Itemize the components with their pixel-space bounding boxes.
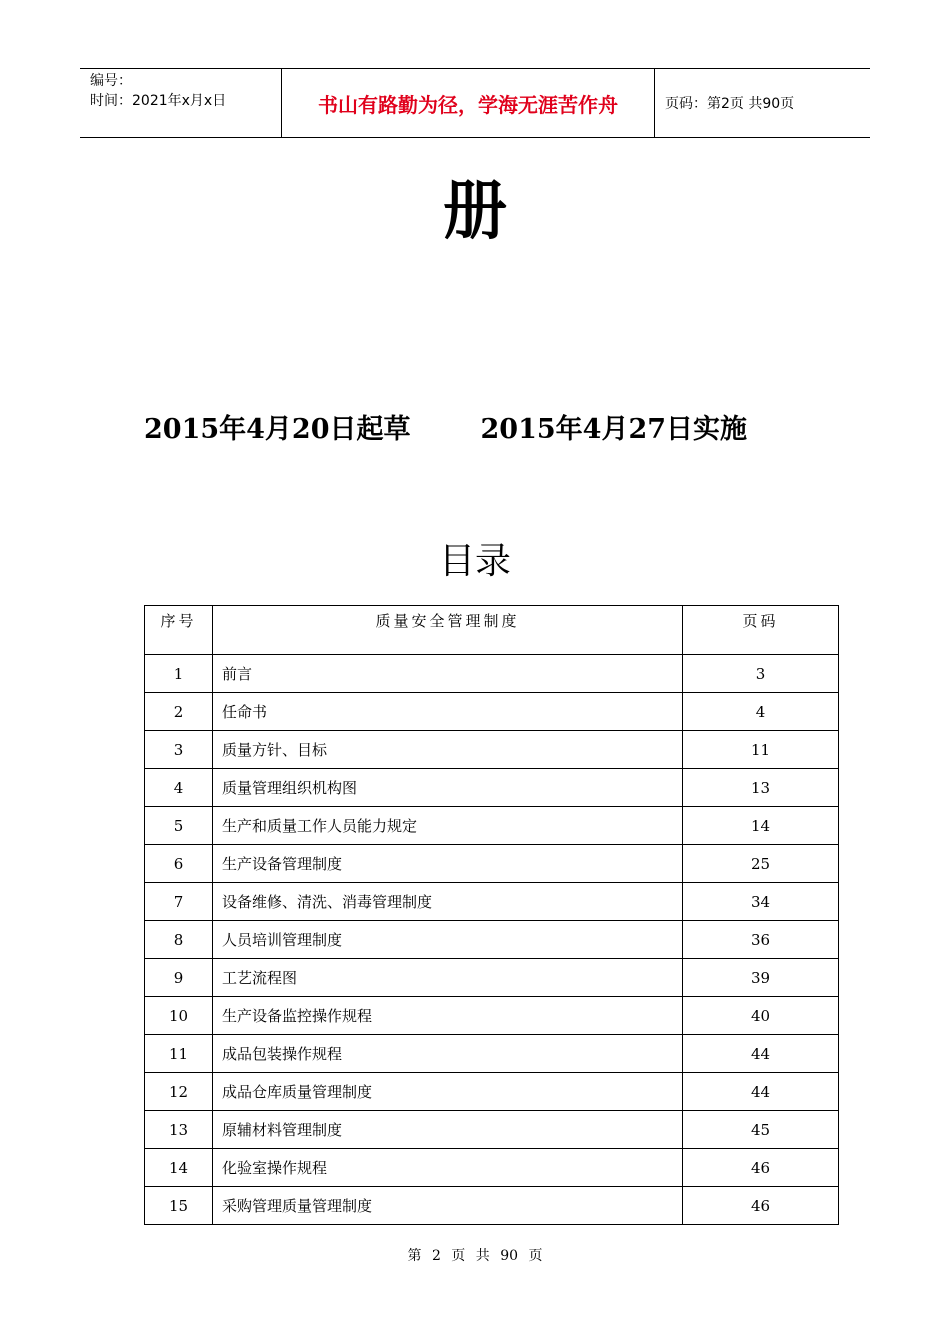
row-name: 前言 <box>213 655 683 693</box>
row-name: 成品仓库质量管理制度 <box>213 1073 683 1111</box>
row-page: 11 <box>683 731 839 769</box>
row-name: 质量管理组织机构图 <box>213 769 683 807</box>
table-row <box>145 1111 839 1149</box>
table-row <box>145 1035 839 1073</box>
row-name: 质量方针、目标 <box>213 731 683 769</box>
row-no: 10 <box>145 997 213 1035</box>
implement-date: 2015年4月27日实施 <box>480 414 748 445</box>
row-page: 13 <box>683 769 839 807</box>
table-row <box>145 921 839 959</box>
toc-header-no: 序号 <box>145 606 213 655</box>
toc-title: 目录 <box>438 541 511 582</box>
row-page: 46 <box>683 1187 839 1225</box>
draft-date: 2015年4月20日起草 <box>144 414 411 445</box>
row-name: 采购管理质量管理制度 <box>213 1187 683 1225</box>
row-no: 7 <box>145 883 213 921</box>
row-name: 生产和质量工作人员能力规定 <box>213 807 683 845</box>
table-row <box>145 883 839 921</box>
row-page: 46 <box>683 1149 839 1187</box>
row-no: 4 <box>145 769 213 807</box>
row-page: 45 <box>683 1111 839 1149</box>
row-page: 36 <box>683 921 839 959</box>
row-page: 44 <box>683 1035 839 1073</box>
row-no: 13 <box>145 1111 213 1149</box>
header-page-info: 页码：第2页 共90页 <box>665 96 795 112</box>
table-row <box>145 1073 839 1111</box>
row-page: 3 <box>683 655 839 693</box>
table-row <box>145 845 839 883</box>
row-no: 12 <box>145 1073 213 1111</box>
table-row <box>145 959 839 997</box>
row-name: 成品包装操作规程 <box>213 1035 683 1073</box>
row-no: 15 <box>145 1187 213 1225</box>
row-name: 任命书 <box>213 693 683 731</box>
header-slogan: 书山有路勤为径，学海无涯苦作舟 <box>282 69 655 137</box>
row-page: 40 <box>683 997 839 1035</box>
row-page: 4 <box>683 693 839 731</box>
row-name: 设备维修、清洗、消毒管理制度 <box>213 883 683 921</box>
row-name: 工艺流程图 <box>213 959 683 997</box>
row-no: 5 <box>145 807 213 845</box>
toc-table <box>144 605 839 1225</box>
dates-line <box>144 410 747 450</box>
row-no: 9 <box>145 959 213 997</box>
row-no: 2 <box>145 693 213 731</box>
table-row <box>145 997 839 1035</box>
table-row <box>145 1187 839 1225</box>
table-row <box>145 655 839 693</box>
header-number-label: 编号： <box>90 73 132 89</box>
table-row <box>145 731 839 769</box>
toc-header-row <box>145 606 839 655</box>
table-row <box>145 693 839 731</box>
row-name: 生产设备管理制度 <box>213 845 683 883</box>
row-name: 人员培训管理制度 <box>213 921 683 959</box>
row-no: 6 <box>145 845 213 883</box>
toc-header-page: 页码 <box>683 606 839 655</box>
row-page: 14 <box>683 807 839 845</box>
row-no: 1 <box>145 655 213 693</box>
row-no: 14 <box>145 1149 213 1187</box>
page-header <box>80 68 870 138</box>
header-meta <box>80 69 282 137</box>
row-page: 34 <box>683 883 839 921</box>
row-name: 生产设备监控操作规程 <box>213 997 683 1035</box>
row-page: 25 <box>683 845 839 883</box>
page-footer: 第 2 页 共 90 页 <box>407 1248 543 1264</box>
table-row <box>145 807 839 845</box>
table-row <box>145 1149 839 1187</box>
table-row <box>145 769 839 807</box>
row-name: 化验室操作规程 <box>213 1149 683 1187</box>
row-page: 44 <box>683 1073 839 1111</box>
toc-header-name: 质量安全管理制度 <box>213 606 683 655</box>
row-no: 8 <box>145 921 213 959</box>
row-no: 3 <box>145 731 213 769</box>
row-name: 原辅材料管理制度 <box>213 1111 683 1149</box>
row-no: 11 <box>145 1035 213 1073</box>
header-time-label: 时间：2021年x月x日 <box>90 93 227 109</box>
document-title-fragment: 册 <box>443 175 507 249</box>
row-page: 39 <box>683 959 839 997</box>
